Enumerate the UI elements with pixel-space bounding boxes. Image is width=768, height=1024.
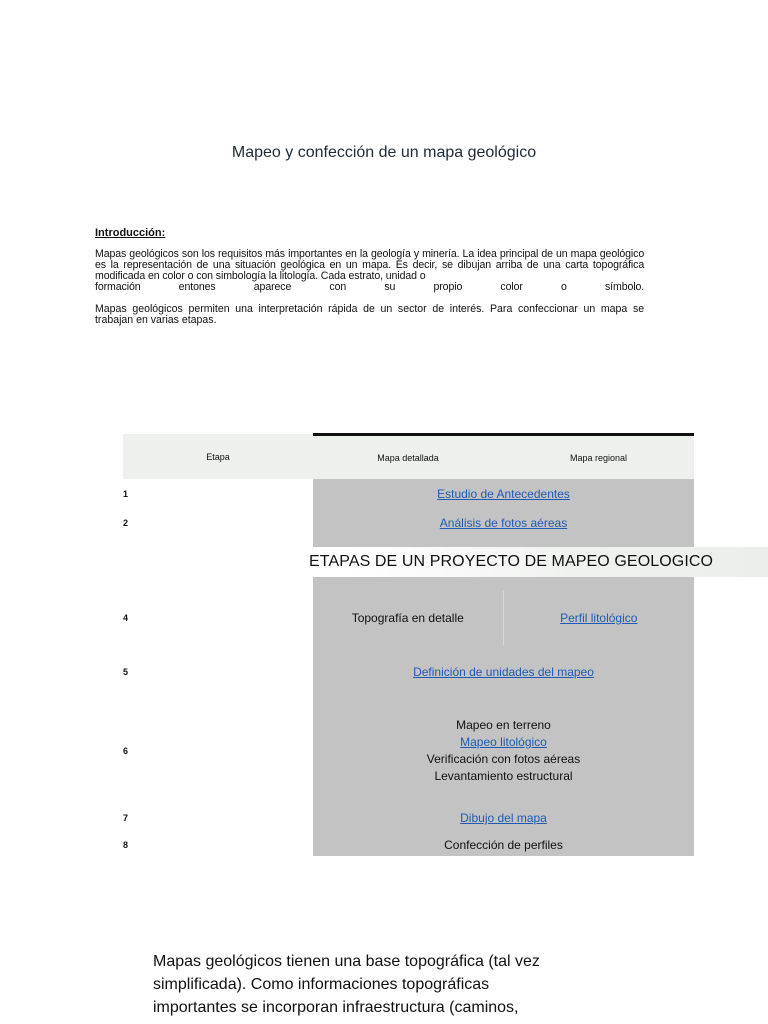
stage-link-dibujo[interactable]: Dibujo del mapa xyxy=(460,811,547,825)
stage-link-fotos-aereas[interactable]: Análisis de fotos aéreas xyxy=(439,515,568,530)
stage-number: 2 xyxy=(123,508,313,537)
intro-paragraph-1-main: Mapas geológicos son los requisitos más importantes en la geología y minería. La idea principal de un mapa geológico es la representación de una situación geológica en un mapa. Es decir, se dibujan arriba de una carta topográfica modificada en color o con simbología la litología. Cada estrato, unidad o xyxy=(95,248,645,282)
table-clip-mask xyxy=(0,866,768,906)
stage-link-mapeo-litologico[interactable]: Mapeo litológico xyxy=(460,735,547,749)
header-mapa-detallada: Mapa detallada xyxy=(313,435,503,480)
stage-text-topografia: Topografía en detalle xyxy=(351,611,464,625)
stage-cell xyxy=(313,479,694,508)
stage-link-unidades[interactable]: Definición de unidades del mapeo xyxy=(413,665,594,679)
stage-text-mapeo-terreno: Mapeo en terreno xyxy=(456,718,551,732)
stage-cell xyxy=(313,699,694,803)
stage-number: 1 xyxy=(123,479,313,508)
stages-banner-title: ETAPAS DE UN PROYECTO DE MAPEO GEOLOGICO xyxy=(309,553,714,570)
table-row xyxy=(123,591,694,645)
intro-paragraph-2: Mapas geológicos permiten una interpretación rápida de un sector de interés. Para confeccionar un mapa se trabajan en varias etapas. xyxy=(95,303,645,326)
stage-number: 4 xyxy=(123,591,313,645)
table-row xyxy=(123,833,694,856)
stages-table xyxy=(123,433,694,856)
table-row xyxy=(123,803,694,833)
stage-link-perfil-litologico[interactable]: Perfil litológico xyxy=(560,611,638,625)
header-etapa: Etapa xyxy=(123,435,313,480)
intro-paragraph-1-last-line: formación entones aparece con su propio color o símbolo. xyxy=(95,281,645,293)
stage-number: 5 xyxy=(123,645,313,699)
stage-text-perfiles: Confección de perfiles xyxy=(444,838,563,852)
table-row xyxy=(123,645,694,699)
stage-number: 7 xyxy=(123,803,313,833)
intro-paragraph-1 xyxy=(95,249,644,293)
stage-link-antecedentes[interactable]: Estudio de Antecedentes xyxy=(437,486,570,501)
intro-heading: Introducción: xyxy=(95,227,166,239)
table-header-row xyxy=(123,435,694,480)
stage-text-verificacion: Verificación con fotos aéreas xyxy=(426,752,581,766)
table-row xyxy=(123,479,694,508)
table-row xyxy=(123,699,694,803)
stage-number: 6 xyxy=(123,699,313,803)
stage-cell xyxy=(313,508,694,537)
stage-number: 8 xyxy=(123,833,313,856)
stage-cell-detallada xyxy=(313,591,503,645)
stage-text-levantamiento: Levantamiento estructural xyxy=(434,769,573,783)
table-row xyxy=(123,508,694,537)
stage-cell-regional xyxy=(503,591,694,645)
stage-cell xyxy=(313,833,694,856)
stage-cell xyxy=(313,645,694,699)
stage-cell xyxy=(313,803,694,833)
bottom-paragraph: Mapas geológicos tienen una base topográfica (tal vez simplificada). Como informaciones topográficas importantes se incorporan infraestructura (caminos, xyxy=(153,953,540,1016)
header-mapa-regional: Mapa regional xyxy=(503,435,694,480)
document-title: Mapeo y confección de un mapa geológico xyxy=(231,144,537,161)
